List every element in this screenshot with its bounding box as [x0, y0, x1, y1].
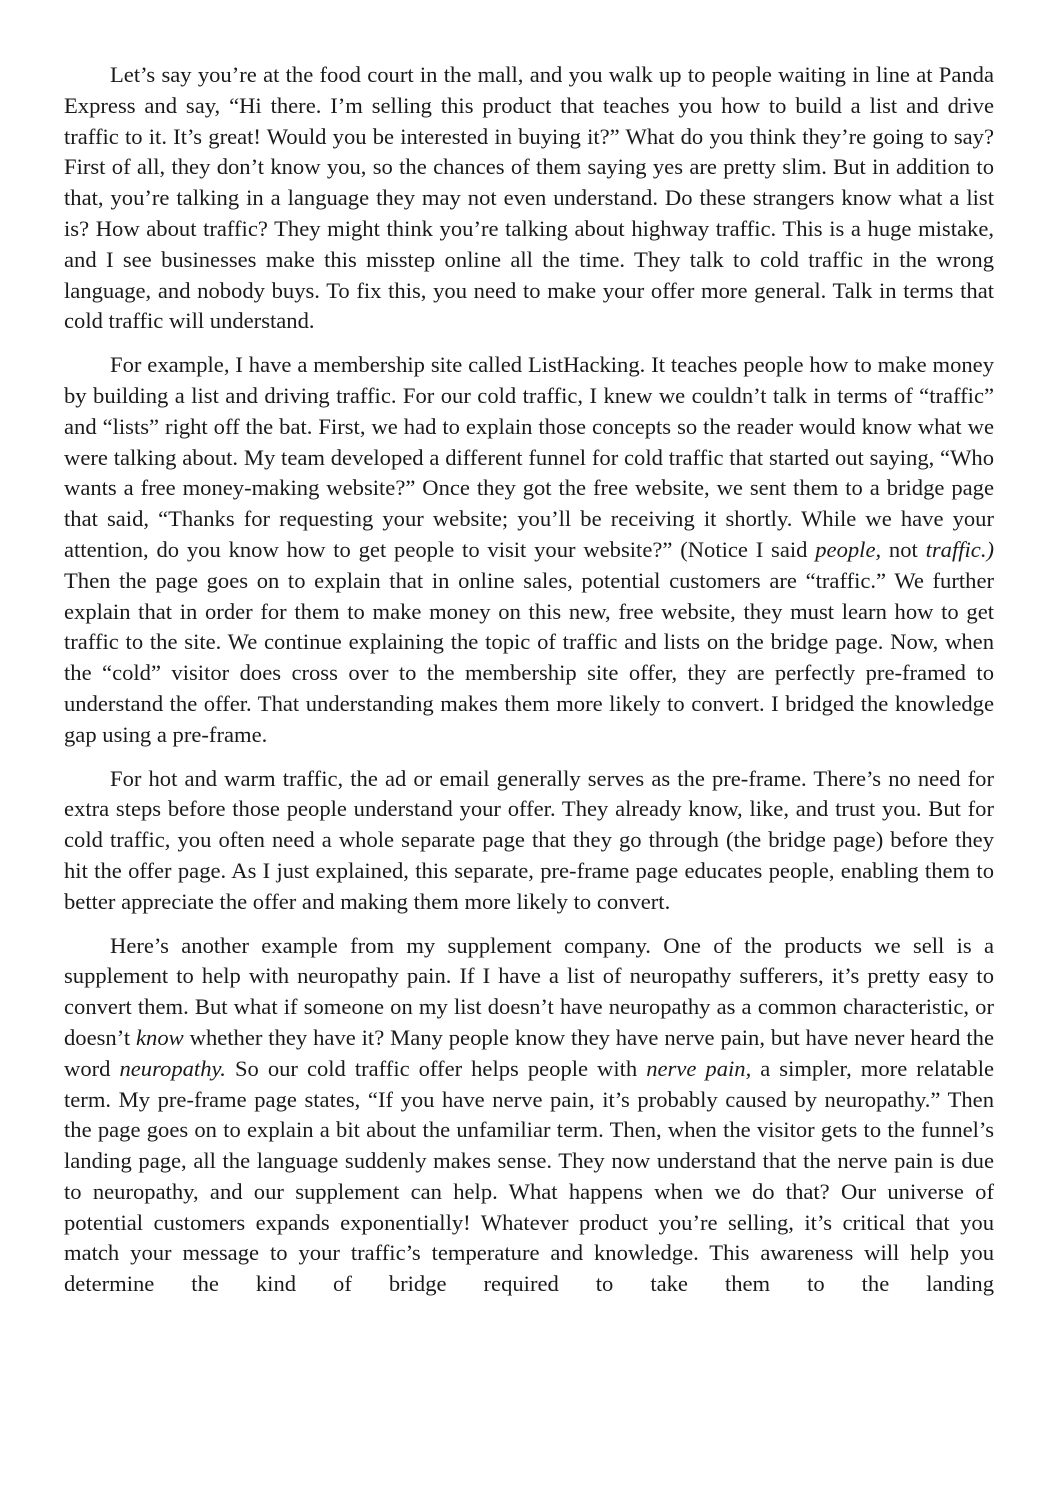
text-segment: Let’s say you’re at the food court in the mall, and you walk up to people waiting in line at Panda Express and say, “Hi there. I’m selling this product that teaches you how to build a list and drive traffic to it. It’s great! Would you be interested in buying it?” What do you think they’re going to say? First of all, they don’t know you, so the chances of them saying yes are pretty slim. But in addition to that, you’re talking in a language they may not even understand. Do these strangers know what a list is? How about traffic? They might think you’re talking about highway traffic. This is a huge mistake, and I see businesses make this misstep online all the time. They talk to cold traffic in the wrong language, and nobody buys. To fix this, you need to make your offer more general. Talk in terms that cold traffic will understand.	[64, 62, 994, 334]
text-segment: For example, I have a membership site called ListHacking. It teaches people how to make money by building a list and driving traffic. For our cold traffic, I knew we couldn’t talk in terms of “traffic” and “lists” right off the bat. First, we had to explain those concepts so the reader would know what we were talking about. My team developed a different funnel for cold traffic that started out saying, “Who wants a free money-making website?” Once they got the free website, we sent them to a bridge page that said, “Thanks for requesting your website; you’ll be receiving it shortly. While we have your attention, do you know how to get people to visit your website?” (Notice I said	[64, 352, 994, 562]
italic-text-segment: know	[136, 1024, 184, 1050]
text-segment: Here’s another example from my supplement company. One of the products we sell is a supplement to help with neuropathy pain. If I have a list of neuropathy sufferers, it’s pretty easy to convert them. But what if someone on my list doesn’t have neuropathy as a common characteristic, or doesn’t	[64, 932, 994, 1050]
paragraph-supplement-example	[64, 931, 994, 1301]
italic-text-segment: traffic.)	[925, 536, 994, 562]
paragraph-food-court	[64, 60, 994, 337]
italic-text-segment: people,	[815, 536, 882, 562]
italic-text-segment: nerve pain,	[646, 1055, 752, 1081]
text-segment: For hot and warm traffic, the ad or email generally serves as the pre-frame. There’s no need for extra steps before those people understand your offer. They already know, like, and trust you. But for cold traffic, you often need a whole separate page that they go through (the bridge page) before they hit the offer page. As I just explained, this separate, pre-frame page educates people, enabling them to better appreciate the offer and making them more likely to convert.	[64, 765, 994, 914]
italic-text-segment: neuropathy.	[119, 1055, 226, 1081]
paragraph-hot-warm-traffic	[64, 764, 994, 918]
text-segment: not	[881, 536, 926, 562]
paragraph-listhacking-example	[64, 350, 994, 750]
document-page	[64, 60, 994, 1313]
text-segment: So our cold traffic offer helps people with	[225, 1055, 647, 1081]
text-segment: whether they have it? Many people know they have nerve pain, but have never heard the word	[64, 1024, 994, 1081]
text-segment: Then the page goes on to explain that in online sales, potential customers are “traffic.” We further explain that in order for them to make money on this new, free website, they must learn how to get traffic to the site. We continue explaining the topic of traffic and lists on the bridge page. Now, when the “cold” visitor does cross over to the membership site offer, they are perfectly pre-framed to understand the offer. That understanding makes them more likely to convert. I bridged the knowledge gap using a pre-frame.	[64, 567, 994, 747]
text-segment: a simpler, more relatable term. My pre-frame page states, “If you have nerve pain, it’s probably caused by neuropathy.” Then the page goes on to explain a bit about the unfamiliar term. Then, when the visitor gets to the funnel’s landing page, all the language suddenly makes sense. They now understand that the nerve pain is due to neuropathy, and our supplement can help. What happens when we do that? Our universe of potential customers expands exponentially! Whatever product you’re selling, it’s critical that you match your message to your traffic’s temperature and knowledge. This awareness will help you determine the kind of bridge required to take them to the landing	[64, 1055, 994, 1297]
